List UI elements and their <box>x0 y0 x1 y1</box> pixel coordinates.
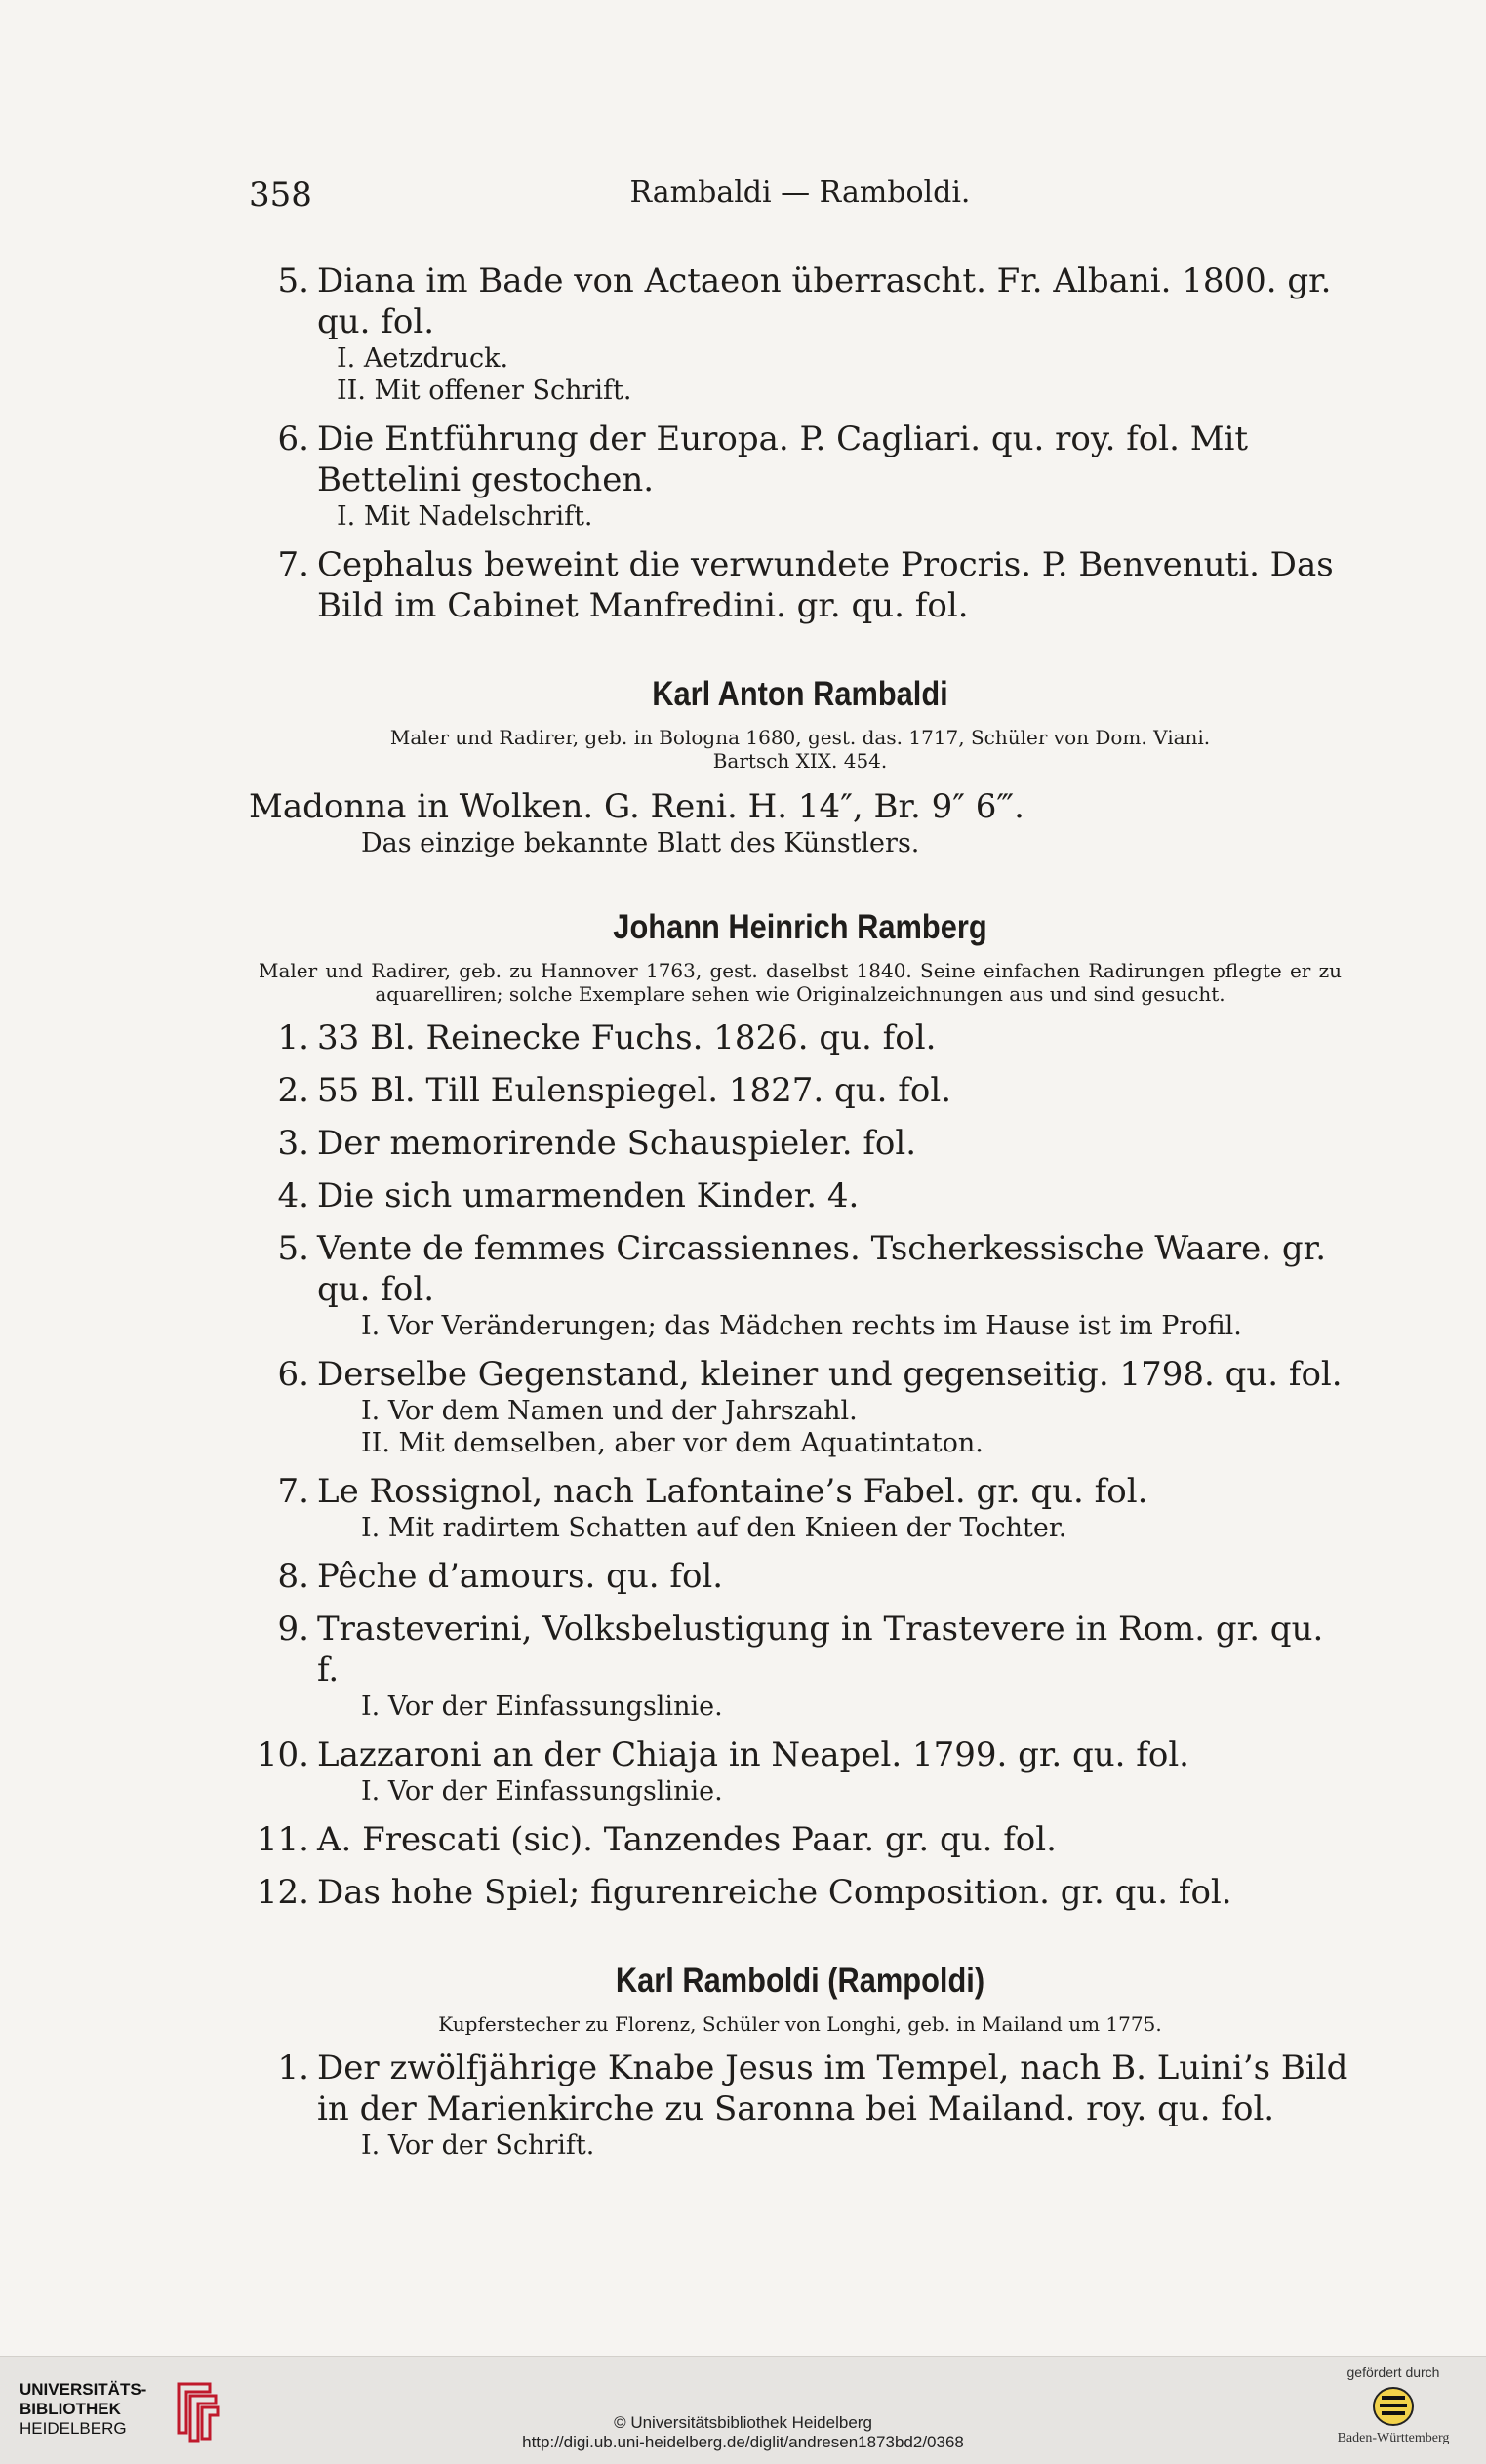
item-number: 10. <box>256 1735 309 1774</box>
running-title: Rambaldi — Ramboldi. <box>629 176 971 210</box>
item-number: 1. <box>277 1018 309 1057</box>
list-item <box>249 260 1351 342</box>
list-item <box>249 418 1351 500</box>
item-text: Le Rossignol, nach Lafontaine’s Fabel. gr. qu. fol. <box>317 1472 1148 1511</box>
list-item <box>249 544 1351 626</box>
artist-bio: Bartsch XIX. 454. <box>712 749 888 773</box>
list-item <box>249 1734 1351 1775</box>
item-number: 9. <box>277 1610 309 1649</box>
item-text: Trasteverini, Volksbelustigung in Trastevere in Rom. gr. qu. f. <box>317 1610 1324 1689</box>
item-text: Diana im Bade von Actaeon überrascht. Fr. Albani. 1800. gr. qu. fol. <box>317 261 1332 341</box>
library-line: HEIDELBERG <box>20 2419 127 2438</box>
print-entry: Madonna in Wolken. G. Reni. H. 14″, Br. 9″ 6‴. <box>249 787 1024 826</box>
page-number: 358 <box>249 176 312 215</box>
item-text: Cephalus beweint die verwundete Procris. P. Benvenuti. Das Bild im Cabinet Manfredini. gr. qu. fol. <box>317 545 1334 625</box>
state-note: I. Vor Veränderungen; das Mädchen rechts im Hause ist im Profil. <box>361 1311 1242 1341</box>
item-text: Das hohe Spiel; figurenreiche Composition. gr. qu. fol. <box>317 1873 1232 1912</box>
list-item <box>249 1556 1351 1597</box>
item-number: 7. <box>277 545 309 584</box>
item-number: 3. <box>277 1124 309 1163</box>
item-number: 6. <box>277 1355 309 1394</box>
state-note: II. Mit offener Schrift. <box>337 376 632 406</box>
source-url[interactable]: http://digi.ub.uni-heidelberg.de/diglit/andresen1873bd2/0368 <box>522 2433 964 2451</box>
list-item <box>249 1175 1351 1216</box>
list-item <box>249 1819 1351 1860</box>
state-note: I. Mit Nadelschrift. <box>337 501 593 532</box>
item-text: Vente de femmes Circassiennes. Tscherkessische Waare. gr. qu. fol. <box>317 1229 1327 1309</box>
library-line: UNIVERSITÄTS- <box>20 2380 147 2399</box>
state-note: I. Vor der Einfassungslinie. <box>361 1691 723 1722</box>
running-head <box>249 176 1351 224</box>
copyright-text: © Universitätsbibliothek Heidelberg <box>614 2413 872 2432</box>
funding-state: Baden-Württemberg <box>1337 2431 1450 2445</box>
artist-heading: Karl Ramboldi (Rampoldi) <box>615 1962 985 2000</box>
item-number: 5. <box>277 261 309 300</box>
item-text: Lazzaroni an der Chiaja in Neapel. 1799. gr. qu. fol. <box>317 1735 1189 1774</box>
state-note: I. Vor der Einfassungslinie. <box>361 1776 723 1807</box>
item-number: 2. <box>277 1071 309 1110</box>
item-number: 5. <box>277 1229 309 1268</box>
item-number: 4. <box>277 1176 309 1215</box>
item-text: Die sich umarmenden Kinder. 4. <box>317 1176 860 1215</box>
artist-bio: Maler und Radirer, geb. in Bologna 1680, gest. das. 1717, Schüler von Dom. Viani. <box>389 726 1211 749</box>
item-text: Der memorirende Schauspieler. fol. <box>317 1124 917 1163</box>
item-number: 8. <box>277 1557 309 1596</box>
state-note: I. Vor dem Namen und der Jahrszahl. <box>361 1396 858 1426</box>
ramboldi-list <box>249 2047 1351 2162</box>
state-note: II. Mit demselben, aber vor dem Aquatintaton. <box>361 1428 984 1458</box>
list-item <box>249 1123 1351 1164</box>
funding-block <box>1330 2365 1457 2446</box>
list-item <box>249 1228 1351 1310</box>
library-line: BIBLIOTHEK <box>20 2400 121 2418</box>
item-text: Der zwölfjährige Knabe Jesus im Tempel, nach B. Luini’s Bild in der Marienkirche zu Saronna bei Mailand. roy. qu. fol. <box>317 2048 1348 2128</box>
state-note: I. Aetzdruck. <box>337 343 509 374</box>
list-item <box>249 1609 1351 1690</box>
state-note: I. Vor der Schrift. <box>361 2130 595 2161</box>
item-number: 12. <box>256 1873 309 1912</box>
funding-label: gefördert durch <box>1346 2365 1440 2380</box>
item-text: Die Entführung der Europa. P. Cagliari. qu. roy. fol. Mit Bettelini gestochen. <box>317 419 1249 499</box>
list-item <box>249 1017 1351 1058</box>
artist-heading: Johann Heinrich Ramberg <box>613 908 987 946</box>
item-text: A. Frescati (sic). Tanzendes Paar. gr. qu. fol. <box>317 1820 1057 1859</box>
footer <box>0 2356 1486 2464</box>
item-text: 55 Bl. Till Eulenspiegel. 1827. qu. fol. <box>317 1071 952 1110</box>
print-note: Das einzige bekannte Blatt des Künstlers. <box>361 828 920 858</box>
item-number: 7. <box>277 1472 309 1511</box>
state-crest-icon <box>1370 2384 1417 2429</box>
list-item <box>249 1471 1351 1512</box>
list-item <box>249 1070 1351 1111</box>
item-text: Derselbe Gegenstand, kleiner und gegenseitig. 1798. qu. fol. <box>317 1355 1343 1394</box>
item-text: 33 Bl. Reinecke Fuchs. 1826. qu. fol. <box>317 1018 937 1057</box>
artist-bio: Kupferstecher zu Florenz, Schüler von Longhi, geb. in Mailand um 1775. <box>438 2012 1162 2036</box>
item-text: Pêche d’amours. qu. fol. <box>317 1557 724 1596</box>
ramberg-list <box>249 1017 1351 1913</box>
item-number: 11. <box>256 1820 309 1859</box>
list-item <box>249 1872 1351 1913</box>
list-item <box>249 1354 1351 1395</box>
artist-heading: Karl Anton Rambaldi <box>652 675 948 713</box>
page-content <box>249 249 1351 2162</box>
item-number: 1. <box>277 2048 309 2087</box>
copyright-block <box>0 2413 1486 2452</box>
list-item <box>249 2047 1351 2129</box>
item-number: 6. <box>277 419 309 458</box>
state-note: I. Mit radirtem Schatten auf den Knieen der Tochter. <box>361 1513 1067 1543</box>
artist-bio: Maler und Radirer, geb. zu Hannover 1763, gest. daselbst 1840. Seine einfachen Radirungen pflegte er zu aquarelliren; solche Exemplare sehen wie Originalzeichnungen aus und sind gesucht. <box>259 959 1342 1006</box>
